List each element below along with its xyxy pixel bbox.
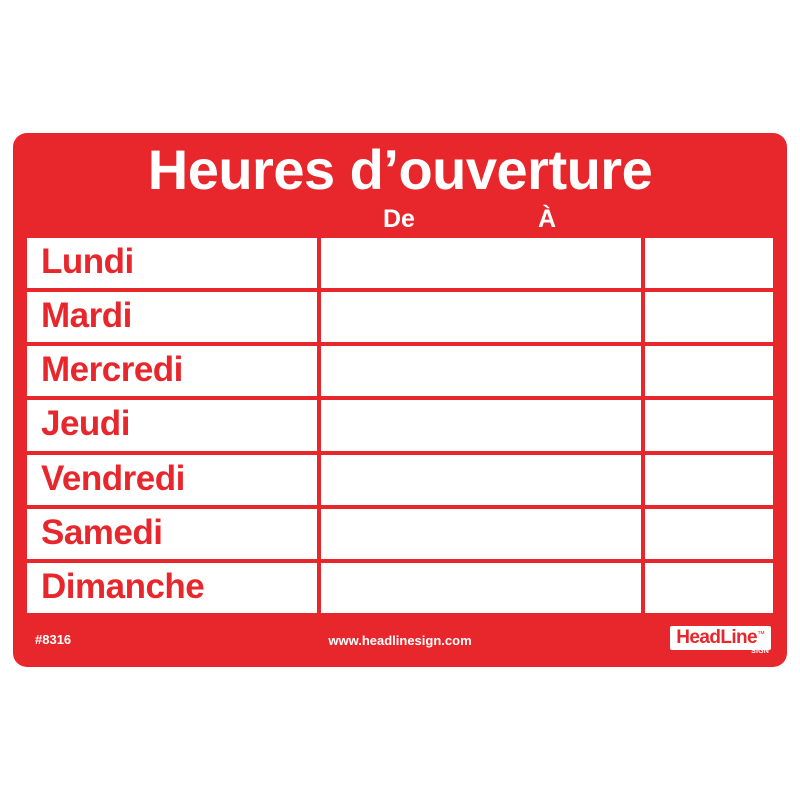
day-label: Jeudi [41,404,130,444]
day-cell-monday [27,238,317,288]
day-cell-thursday [27,400,317,450]
from-field-saturday[interactable] [321,509,641,559]
column-header-to: À [538,205,557,233]
day-cell-saturday [27,509,317,559]
day-label: Lundi [41,242,134,282]
from-field-thursday[interactable] [321,400,641,450]
from-field-wednesday[interactable] [321,346,641,396]
sign-title: Heures d’ouverture [147,138,653,201]
to-field-friday[interactable] [645,455,773,505]
day-label: Samedi [41,512,163,552]
day-label: Vendredi [41,458,185,498]
table-row [27,455,773,505]
table-row [27,563,773,613]
day-label: Dimanche [41,567,205,607]
day-cell-friday [27,455,317,505]
brand-subtext: SIGN [751,648,769,655]
sku-label: #8316 [35,632,72,647]
day-label: Mardi [41,296,132,336]
to-field-monday[interactable] [645,238,773,288]
table-row [27,346,773,396]
business-hours-sign [13,133,787,667]
hours-table [27,238,773,613]
day-cell-wednesday [27,346,317,396]
table-row [27,509,773,559]
brand-logo [670,626,771,650]
to-field-tuesday[interactable] [645,292,773,342]
to-field-saturday[interactable] [645,509,773,559]
table-row [27,292,773,342]
to-field-sunday[interactable] [645,563,773,613]
column-header-from: De [383,205,415,233]
day-cell-tuesday [27,292,317,342]
from-field-tuesday[interactable] [321,292,641,342]
day-cell-sunday [27,563,317,613]
brand-name: HeadLine [676,627,757,648]
from-field-monday[interactable] [321,238,641,288]
website-label: www.headlinesign.com [328,633,472,648]
sign-footer [13,618,787,667]
day-label: Mercredi [41,350,183,390]
to-field-thursday[interactable] [645,400,773,450]
from-field-sunday[interactable] [321,563,641,613]
trademark-icon: ™ [757,629,765,639]
sign-header [13,133,787,238]
table-row [27,400,773,450]
from-field-friday[interactable] [321,455,641,505]
to-field-wednesday[interactable] [645,346,773,396]
table-row [27,238,773,288]
